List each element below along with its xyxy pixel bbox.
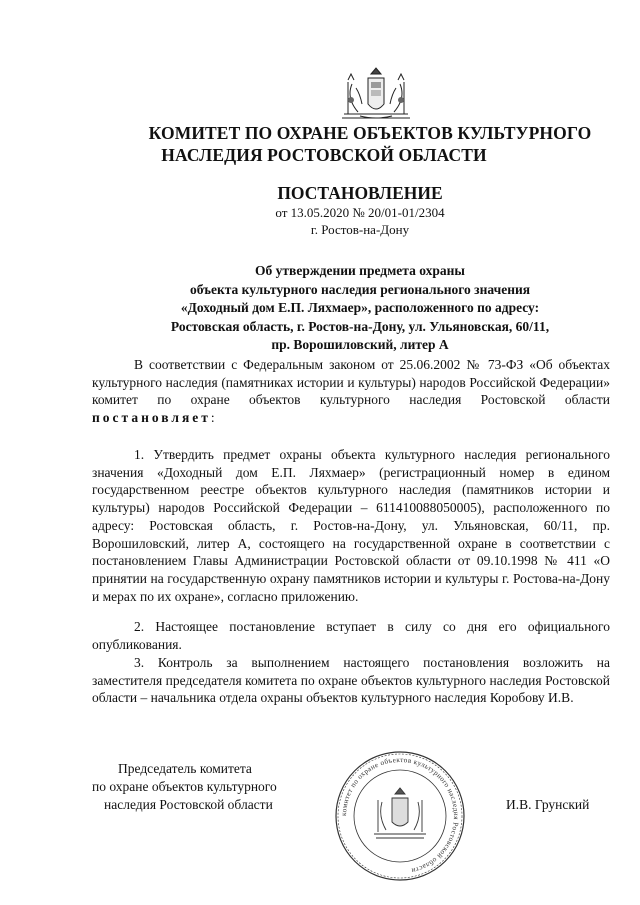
item-2-paragraph: 2. Настоящее постановление вступает в силу со дня его официального опубликования.	[92, 619, 610, 652]
seal-text: комитет по охране объектов культурного наследия Ростовской области	[339, 755, 461, 875]
signer-position-line1: Председатель комитета	[118, 761, 252, 776]
committee-name-line1: КОМИТЕТ ПО ОХРАНЕ ОБЪЕКТОВ КУЛЬТУРНОГО	[148, 123, 592, 143]
item-1-paragraph: 1. Утвердить предмет охраны объекта культурного наследия регионального значения «Доходный дом Е.П. Ляхмаер» (регистрационный номер в едином государственном реестре объектов культурного наследия (памятников истории и культуры) народов Российской Федерации – 611410088050005), расположенного по адресу: Ростовская область, г. Ростов-на-Дону, ул. Ульяновская, 60/11, пр. Ворошиловский, литер А, состоящего на государственной охране в соответствии с постановлением Главы Администрации Ростовской области от 09.10.1998 № 411 «О принятии на государственную охрану памятников истории и культуры г. Ростова-на-Дону и мерах по их охране», согласно приложению.	[92, 447, 610, 604]
committee-name-line2: НАСЛЕДИЯ РОСТОВСКОЙ ОБЛАСТИ	[161, 145, 487, 165]
signer-name: И.В. Грунский	[506, 797, 590, 812]
document-subject	[120, 262, 600, 355]
signer-position-line3: наследия Ростовской области	[104, 797, 273, 812]
coat-of-arms-icon	[338, 64, 414, 122]
item-3-paragraph: 3. Контроль за выполнением настоящего постановления возложить на заместителя председателя комитета по охране объектов культурного наследия Ростовской области – начальника отдела охраны объектов культурного наследия Коробову И.В.	[92, 655, 610, 706]
document-city: г. Ростов-на-Дону	[310, 222, 410, 237]
subject-line: объекта культурного наследия регионального значения	[189, 281, 531, 297]
subject-line: «Доходный дом Е.П. Ляхмаер», расположенного по адресу:	[180, 300, 540, 315]
decree-word: постановляет	[92, 410, 211, 426]
document-date-number: от 13.05.2020 № 20/01-01/2304	[275, 205, 445, 220]
document-title: ПОСТАНОВЛЕНИЕ	[277, 183, 443, 203]
subject-line: Об утверждении предмета охраны	[255, 263, 465, 278]
subject-line: Ростовская область, г. Ростов-на-Дону, ул. Ульяновская, 60/11,	[170, 318, 550, 334]
round-seal-icon	[332, 748, 468, 884]
preamble-paragraph	[92, 356, 610, 427]
signer-position-line2: по охране объектов культурного	[92, 779, 277, 794]
preamble-text: В соответствии с Федеральным законом от 25.06.2002 № 73-ФЗ «Об объектах культурного наследия (памятниках истории и культуры) народов Российской Федерации» комитет по охране объектов культурного наследия Ростовской области	[92, 357, 610, 408]
preamble-colon: :	[210, 410, 215, 426]
subject-line: пр. Ворошиловский, литер А	[271, 337, 449, 352]
